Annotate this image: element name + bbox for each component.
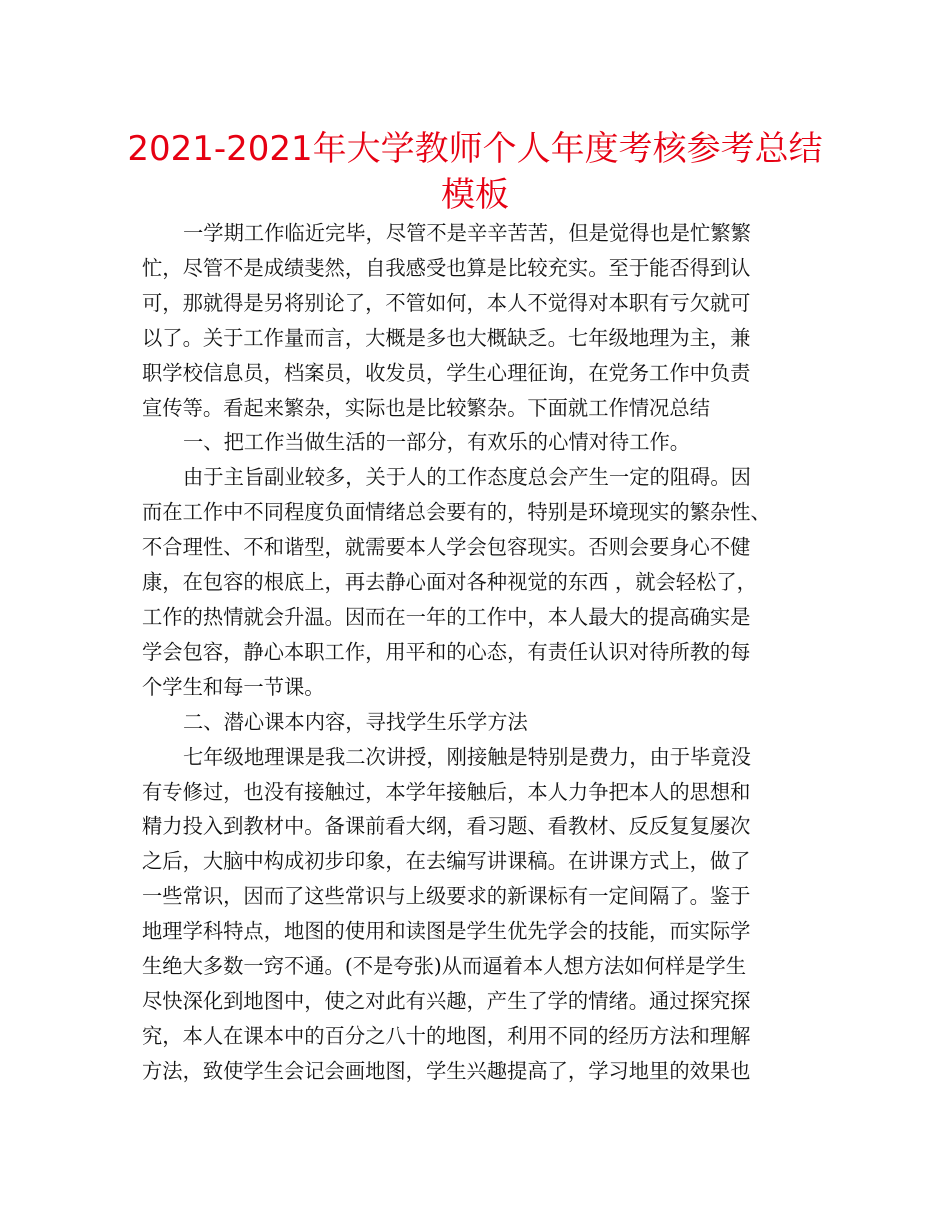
body-line: 方法，致使学生会记会画地图，学生兴趣提高了，学习地里的效果也 — [142, 1058, 751, 1083]
body-line: 精力投入到教材中。备课前看大纲，看习题、看教材、反反复复屡次 — [142, 814, 751, 839]
title-line-1: 2021-2021年大学教师个人年度考核参考总结 — [127, 129, 823, 169]
title-line-2: 模板 — [441, 175, 509, 215]
body-line: 学会包容，静心本职工作，用平和的心态，有责任认识对待所教的每 — [142, 639, 751, 664]
body-line: 生绝大多数一窍不通。(不是夸张)从而逼着本人想方法如何样是学生 — [142, 954, 746, 979]
body-line: 工作的热情就会升温。因而在一年的工作中，本人最大的提高确实是 — [142, 604, 751, 629]
body-line: 之后，大脑中构成初步印象，在去编写讲课稿。在讲课方式上，做了 — [142, 849, 751, 874]
body-line: 可，那就得是另将别论了，不管如何，本人不觉得对本职有亏欠就可 — [142, 290, 751, 315]
body-line: 个学生和每一节课。 — [142, 674, 325, 699]
body-line: 尽快深化到地图中，使之对此有兴趣，产生了学的情绪。通过探究探 — [142, 988, 751, 1013]
body-line: 一学期工作临近完毕，尽管不是辛辛苦苦，但是觉得也是忙繁繁 — [183, 221, 751, 245]
section-heading-1: 一、把工作当做生活的一部分，有欢乐的心情对待工作。 — [183, 430, 691, 455]
body-line: 七年级地理课是我二次讲授，刚接触是特别是费力，由于毕竟没 — [183, 744, 751, 769]
section-heading-2: 二、潜心课本内容，寻找学生乐学方法 — [183, 709, 528, 734]
body-line: 宣传等。看起来繁杂，实际也是比较繁杂。下面就工作情况总结 — [142, 395, 710, 420]
body-line: 有专修过，也没有接触过，本学年接触后，本人力争把本人的思想和 — [142, 779, 751, 804]
body-line: 地理学科特点，地图的使用和读图是学生优先学会的技能，而实际学 — [142, 919, 751, 944]
body-line: 不合理性、不和谐型，就需要本人学会包容现实。否则会要身心不健 — [142, 535, 751, 560]
body-line: 以了。关于工作量而言，大概是多也大概缺乏。七年级地理为主，兼 — [142, 325, 751, 350]
body-line: 康，在包容的根底上，再去静心面对各种视觉的东西 ，就会轻松了， — [142, 570, 757, 595]
document-body — [142, 216, 832, 1089]
body-line: 职学校信息员，档案员，收发员，学生心理征询，在党务工作中负责 — [142, 360, 751, 385]
body-line: 一些常识，因而了这些常识与上级要求的新课标有一定间隔了。鉴于 — [142, 884, 751, 909]
body-line: 究，本人在课本中的百分之八十的地图，利用不同的经历方法和理解 — [142, 1023, 751, 1048]
document-title — [120, 126, 830, 218]
body-line: 由于主旨副业较多，关于人的工作态度总会产生一定的阻碍。因 — [183, 465, 751, 490]
body-line: 而在工作中不同程度负面情绪总会要有的，特别是环境现实的繁杂性、 — [142, 500, 771, 525]
body-line: 忙，尽管不是成绩斐然，自我感受也算是比较充实。至于能否得到认 — [142, 255, 751, 280]
